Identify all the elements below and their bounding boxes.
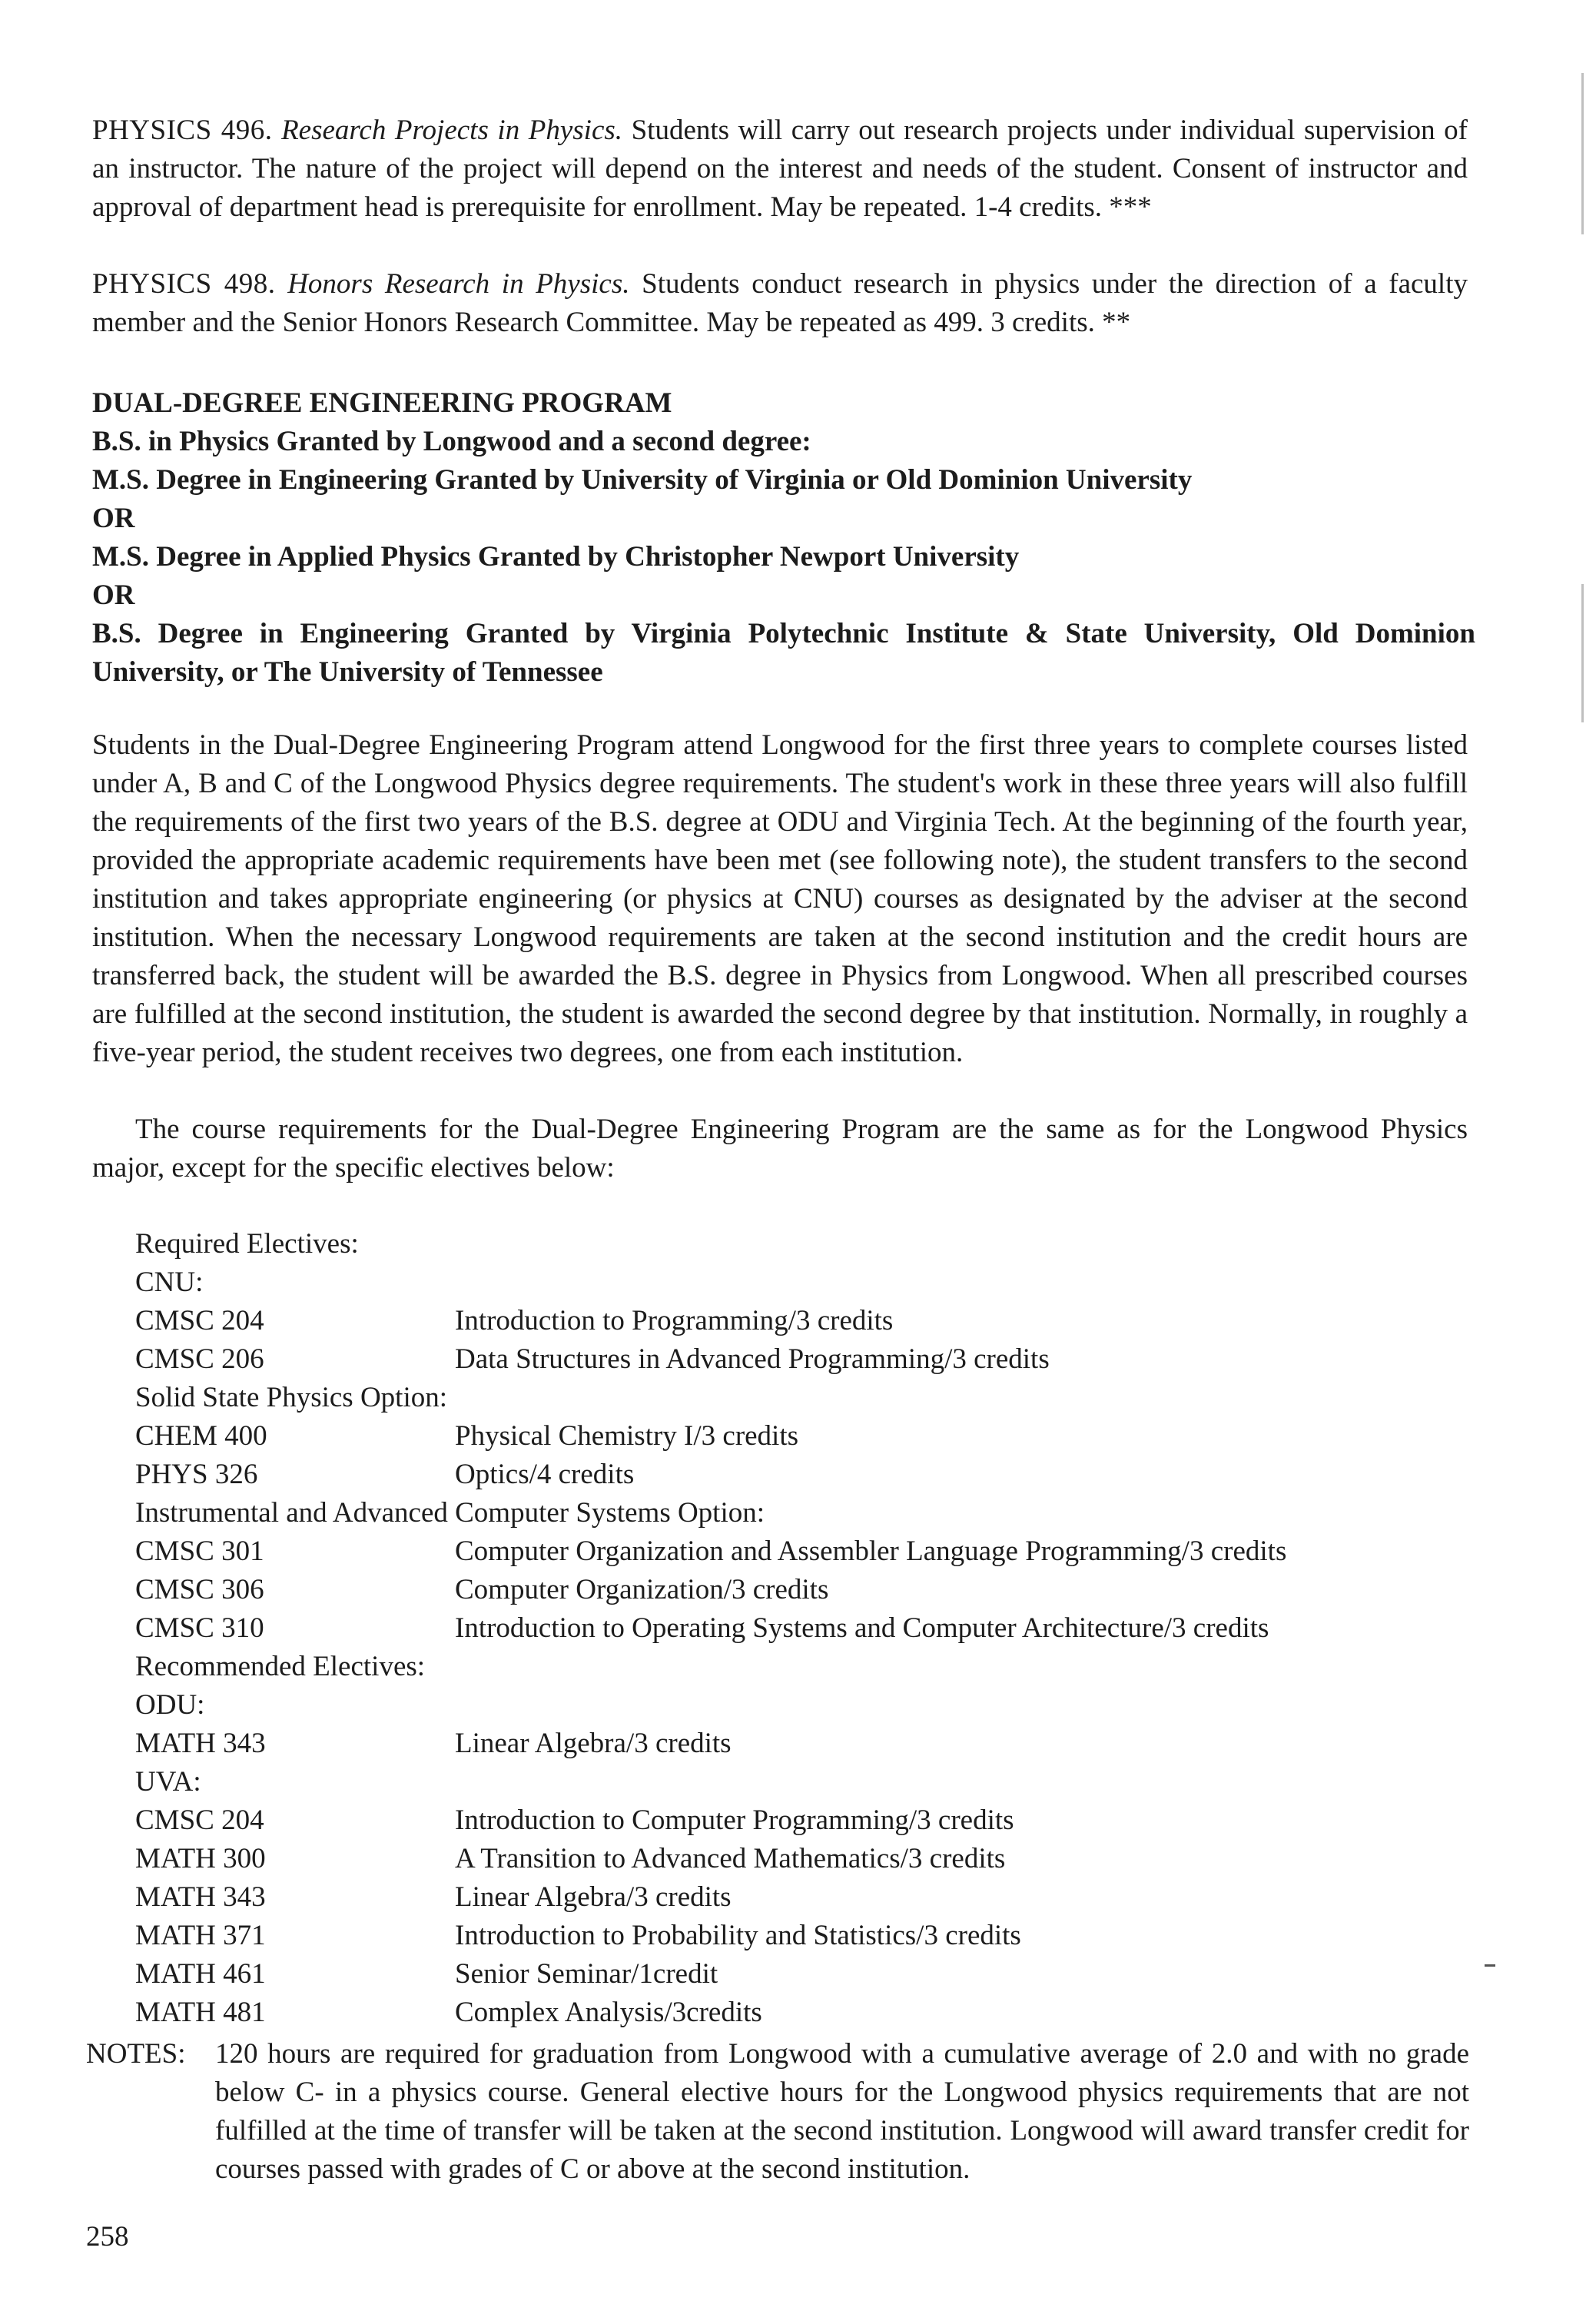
course-title: Research Projects in Physics.: [281, 115, 623, 146]
course-code: CMSC 301: [135, 1536, 264, 1567]
course-description: Senior Seminar/1credit: [455, 1958, 718, 1990]
notes-label: NOTES:: [86, 2038, 186, 2070]
course-entry-physics-496: [92, 111, 1468, 227]
degree-line: B.S. Degree in Engineering Granted by Virginia Polytechnic Institute & State University, Old Dominion University, or The University of Tennessee: [92, 618, 1475, 688]
group-label: CNU:: [135, 1267, 204, 1298]
requirements-intro: The course requirements for the Dual-Degree Engineering Program are the same as for the Longwood Physics major, except for the specific electives below:: [92, 1114, 1468, 1184]
program-description: Students in the Dual-Degree Engineering Program attend Longwood for the first three years to complete courses listed under A, B and C of the Longwood Physics degree requirements. The student's work in these three years will also fulfill the requirements of the first two years of the B.S. degree at ODU and Virginia Tech. At the beginning of the fourth year, provided the appropriate academic requirements have been met (see following note), the student transfers to the second institution and takes appropriate engineering (or physics at CNU) courses as designated by the adviser at the second institution. When the necessary Longwood requirements are taken at the second institution and the credit hours are transferred back, the student will be awarded the B.S. degree in Physics from Longwood. When all prescribed courses are fulfilled at the second institution, the student is awarded the second degree by that institution. Normally, in roughly a five-year period, the student receives two degrees, one from each institution.: [92, 729, 1468, 1068]
course-code: CMSC 306: [135, 1574, 264, 1605]
or-separator: OR: [92, 579, 135, 611]
group-label: Solid State Physics Option:: [135, 1382, 448, 1413]
course-code: CMSC 310: [135, 1612, 264, 1644]
course-description: Students will carry out research projects under individual supervision of an instructor. The nature of the project will depend on the interest and needs of the student. Consent of instructor and approval of department head is prerequisite for enrollment. May be repeated. 1-4 credits. ***: [92, 115, 1468, 223]
course-code: MATH 481: [135, 1997, 266, 2028]
course-code: MATH 300: [135, 1843, 266, 1874]
course-code: MATH 343: [135, 1881, 266, 1913]
degree-line: B.S. in Physics Granted by Longwood and a second degree:: [92, 426, 811, 457]
course-code: CMSC 204: [135, 1305, 264, 1336]
course-description: Computer Organization/3 credits: [455, 1574, 829, 1605]
group-label: UVA:: [135, 1766, 201, 1798]
course-description: Data Structures in Advanced Programming/3 credits: [455, 1343, 1050, 1375]
course-description: A Transition to Advanced Mathematics/3 credits: [455, 1843, 1006, 1874]
scan-edge-mark: [1581, 584, 1584, 722]
course-code: MATH 371: [135, 1920, 266, 1951]
course-description: Computer Organization and Assembler Language Programming/3 credits: [455, 1536, 1287, 1567]
course-description: Linear Algebra/3 credits: [455, 1728, 732, 1759]
course-code: MATH 461: [135, 1958, 266, 1990]
course-code: CMSC 204: [135, 1804, 264, 1836]
course-code: PHYS 326: [135, 1459, 258, 1490]
course-description: Introduction to Operating Systems and Computer Architecture/3 credits: [455, 1612, 1269, 1644]
page-number: 258: [86, 2221, 129, 2253]
course-description: Complex Analysis/3credits: [455, 1997, 762, 2028]
course-title: Honors Research in Physics.: [287, 268, 630, 300]
course-description: Introduction to Probability and Statistics/3 credits: [455, 1920, 1021, 1951]
course-description: Students conduct research in physics under the direction of a faculty member and the Senior Honors Research Committee. May be repeated as 499. 3 credits. **: [92, 268, 1468, 338]
course-code: MATH 343: [135, 1728, 266, 1759]
course-description: Optics/4 credits: [455, 1459, 635, 1490]
course-description: Linear Algebra/3 credits: [455, 1881, 732, 1913]
group-label: Required Electives:: [135, 1228, 359, 1260]
course-code: PHYSICS 498.: [92, 268, 276, 300]
group-label: Instrumental and Advanced Computer Systems Option:: [135, 1497, 765, 1529]
course-description: Introduction to Computer Programming/3 credits: [455, 1804, 1014, 1836]
course-description: Introduction to Programming/3 credits: [455, 1305, 894, 1336]
dual-degree-header: [92, 384, 1475, 692]
course-code: CMSC 206: [135, 1343, 264, 1375]
or-separator: OR: [92, 503, 135, 534]
section-heading: DUAL-DEGREE ENGINEERING PROGRAM: [92, 387, 672, 419]
notes-text: 120 hours are required for graduation from Longwood with a cumulative average of 2.0 and with no grade below C- in a physics course. General elective hours for the Longwood physics requirements that are not fulfilled at the time of transfer will be taken at the second institution. Longwood will award transfer credit for courses passed with grades of C or above at the second institution.: [215, 2038, 1469, 2185]
degree-line: M.S. Degree in Applied Physics Granted by Christopher Newport University: [92, 541, 1020, 573]
group-label: Recommended Electives:: [135, 1651, 426, 1682]
course-entry-physics-498: [92, 265, 1468, 342]
scan-dash-mark: [1485, 1964, 1495, 1967]
course-code: PHYSICS 496.: [92, 115, 273, 146]
scan-edge-mark: [1581, 73, 1584, 234]
course-description: Physical Chemistry I/3 credits: [455, 1420, 799, 1452]
degree-line: M.S. Degree in Engineering Granted by University of Virginia or Old Dominion University: [92, 464, 1193, 496]
group-label: ODU:: [135, 1689, 205, 1721]
course-code: CHEM 400: [135, 1420, 267, 1452]
